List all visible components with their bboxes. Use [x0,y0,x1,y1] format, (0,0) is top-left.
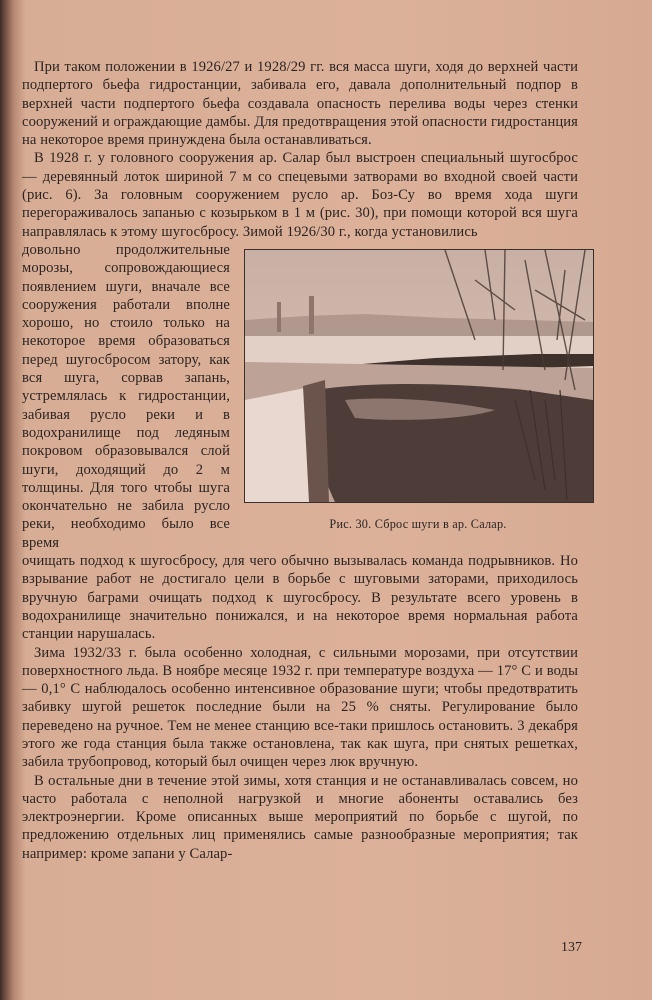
photo-distant-post-2 [309,296,314,334]
figure-caption: Рис. 30. Сброс шуги в ар. Салар. [329,516,507,531]
paragraph-1: При таком положении в 1926/27 и 1928/29 гг. вся масса шуги, ходя до верхней части подпертого бьефа гидростанции, забивала его, давала дополнительный подпор в верхней части подпертого бьефа создавала опасность перелива воды через стенки сооружений и ограждающие дамбы. Для предотвращения этой опасности гидростанция на некоторое время принуждена была останавливаться. [22,59,578,149]
paragraph-3: очищать подход к шугосбросу, для чего обычно вызывалась команда подрывников. Но взрывание работ не достигало цели в борьбе с шуговыми заторами, приходилось вручную баграми очищать подход к шугосбросу. В результате всего уровень в водохранилище значительно понижался, и на некоторое время нормальная работа станции нарушалась. [22,553,578,643]
photo-shuga-discharge [244,249,594,503]
paragraph-2: В 1928 г. у головного сооружения ар. Салар был выстроен специальный шугосброс — деревянный лоток шириной 7 м со спецевыми затворами во входной своей части (рис. 6). За головным сооружением русло ар. Боз-Су во время хода шуги перегораживалось запанью с козырьком в 1 м (рис. 30), при помощи которой вся шуга направлялась к этому шугосбросу. Зимой 1926/30 г., когда установились [22,150,578,240]
paragraph-5: В остальные дни в течение этой зимы, хотя станция и не останавливалась совсем, но часто работала с неполной нагрузкой и многие абоненты оставались без электроэнергии. Кроме описанных выше мероприятий по борьбе с шугой, по предложению отдельных лиц применялись самые разнообразные мероприятия; так например: кроме запани у Салар- [22,772,578,862]
page-number: 137 [561,940,582,955]
paragraph-4: Зима 1932/33 г. была особенно холодная, с сильными морозами, при отсутствии поверхностного льда. В ноябре месяце 1932 г. при температуре воздуха — 17° С и воды — 0,1° С наблюдалось особенно интенсивное образование шуги; чтобы предотвратить забивку шугой решеток последние были на 25 % сняты. Регулирование было переведено на ручное. Тем не менее станцию все-таки пришлось остановить. 3 декабря этого же года станция была также остановлена, так как шуга, при снятых решетках, забила трубопровод, который был очищен через люк вручную. [22,644,578,771]
wrapped-text-column: довольно продолжительные морозы, сопровождающиеся появлением шуги, вначале все сооружения работали вполне хорошо, но стоило только на некоторое время образоваться перед шугосбросом затору, как вся шуга, сорвав запань, устремлялась к гидростанции, забивая русло реки и в водохранилище под ледяным покровом образовывался слой шуги, доходящий до 2 м толщины. Для того чтобы шуга окончательно не забила русло реки, необходимо было все время [22,241,230,551]
photo-distant-post-1 [277,302,281,332]
text-body [22,58,578,863]
wrapped-section [22,241,578,552]
figure-30 [244,241,592,552]
